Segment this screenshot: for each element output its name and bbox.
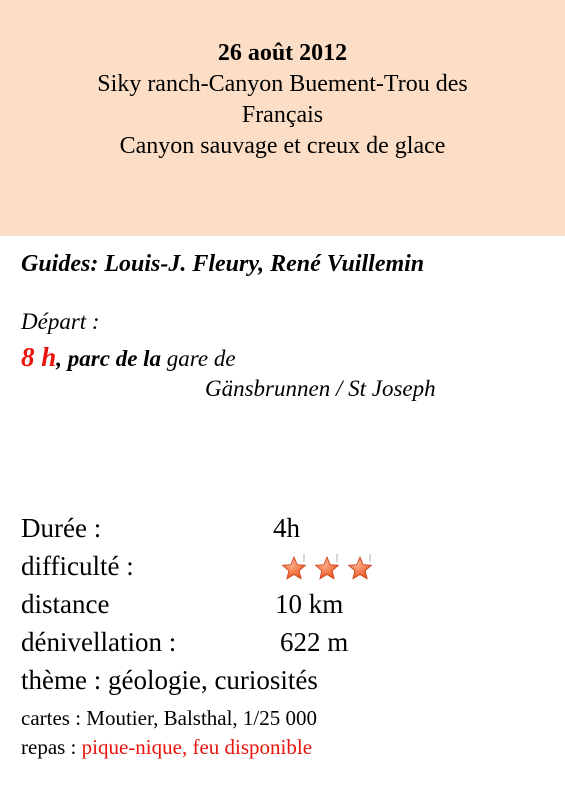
distance-value: 10 km: [275, 589, 344, 619]
theme-line: thème : géologie, curiosités: [21, 665, 318, 695]
header-text: [0, 38, 565, 162]
depart-time: 8 h: [21, 342, 57, 372]
event-date: 26 août 2012: [217, 40, 348, 66]
event-title-line2: Français: [241, 102, 324, 128]
depart-line: [21, 342, 236, 373]
repas-value: pique-nique, feu disponible: [81, 735, 313, 759]
depart-place-bold: , parc de la: [56, 346, 162, 371]
repas-line: [21, 735, 312, 760]
duree-label: Durée :: [21, 513, 102, 543]
star-icon: [312, 553, 342, 583]
cartes-line: cartes : Moutier, Balsthal, 1/25 000: [21, 706, 318, 730]
event-subtitle: Canyon sauvage et creux de glace: [119, 133, 446, 159]
duree-value: 4h: [273, 513, 300, 543]
event-title-line1: Siky ranch-Canyon Buement-Trou des: [97, 71, 468, 97]
depart-label: Départ :: [21, 309, 100, 334]
depart-place-rest: gare de: [161, 346, 236, 371]
repas-label: repas :: [21, 735, 82, 759]
star-icon: [345, 553, 375, 583]
guides-line: Guides: Louis-J. Fleury, René Vuillemin: [21, 251, 425, 277]
distance-label: distance: [21, 589, 110, 619]
denivellation-value: 622 m: [280, 627, 349, 657]
difficulte-label: difficulté :: [21, 551, 134, 581]
star-icon: [279, 553, 309, 583]
difficulty-stars: [279, 553, 375, 585]
depart-place-line2: Gänsbrunnen / St Joseph: [205, 376, 436, 401]
denivellation-label: dénivellation :: [21, 627, 177, 657]
